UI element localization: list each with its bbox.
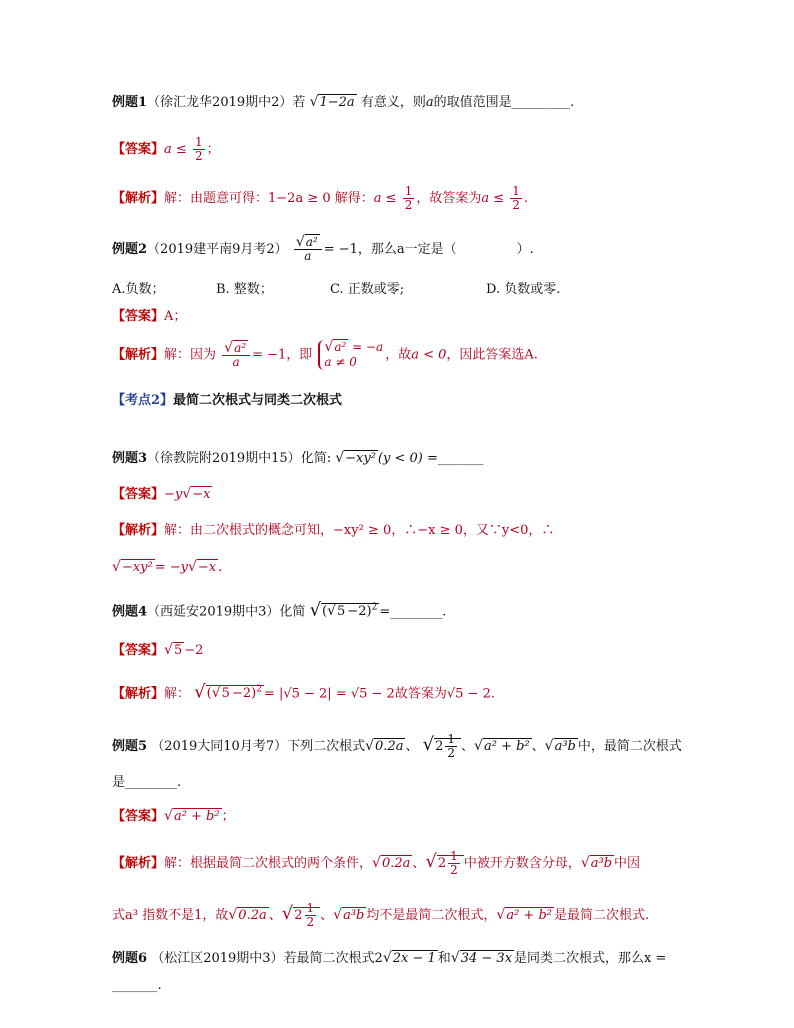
analysis-text: 解：根据最简二次根式的两个条件，: [164, 856, 373, 871]
radicand: a² + b²: [173, 809, 220, 824]
fraction: [222, 339, 250, 369]
question-text: 的取值范围是: [433, 95, 512, 110]
answer-blank: _______.: [112, 978, 162, 993]
equation-system: [318, 340, 383, 370]
sqrt-expression: √−xy²: [112, 559, 153, 575]
example-1-answer: [112, 136, 220, 163]
punctuation: .: [490, 686, 495, 702]
question-text: 若: [292, 95, 306, 110]
choice-b: B. 整数；: [216, 282, 273, 297]
mixed-whole: 2: [435, 739, 444, 754]
question-text: 化简:: [300, 451, 332, 466]
example-source: （徐汇龙华2019期中2）: [147, 95, 293, 110]
section-tag: 【考点2】: [112, 393, 174, 408]
radicand: 34 − 3x: [460, 951, 513, 966]
punctuation: .: [570, 95, 575, 110]
example-label: 例题6: [112, 951, 148, 966]
denominator: 2: [194, 149, 203, 163]
sqrt-expression: √2x − 1: [382, 950, 436, 966]
question-text: 是同类二次根式，那么x =: [514, 951, 667, 966]
example-5-question-line-2: [112, 773, 181, 793]
radicand: a²: [334, 340, 347, 354]
answer-blank: _________: [511, 95, 571, 110]
example-1-question: [112, 92, 574, 113]
example-source: （西延安2019期中3）: [147, 604, 280, 620]
numerator: 1: [512, 184, 520, 198]
system-equation: a ≠ 0: [324, 355, 357, 369]
example-3-analysis-line-2: [112, 557, 222, 578]
section-heading: [112, 391, 342, 411]
example-3-analysis: [112, 521, 554, 541]
question-text: 和: [437, 951, 451, 966]
example-5-analysis: 【解析】解：根据最简二次根式的两个条件，√0.2a 、√2 $\frac{1}{2}$ 中被开方数含分母，√a³b 中因: [112, 849, 641, 877]
analysis-expression: a ≤: [373, 191, 397, 206]
answer-tag: 【答案】: [112, 309, 165, 324]
analysis-text: 中因: [614, 856, 641, 871]
denominator: 2: [512, 198, 520, 212]
analysis-text: 故答案为: [394, 686, 447, 702]
example-5-answer: [112, 806, 235, 827]
radicand: a²: [234, 340, 247, 355]
example-4-analysis: [112, 680, 495, 704]
answer-expression: a ≤: [164, 142, 187, 157]
choice-d: D. 负数或零.: [486, 282, 561, 297]
analysis-tag: 【解析】: [112, 191, 165, 206]
answer-expression: −y: [164, 487, 183, 502]
analysis-text: 解：由二次根式的概念可知，−xy² ≥ 0，∴−x ≥ 0，又∵y<0，∴: [164, 523, 555, 538]
question-text: 有意义，则: [360, 95, 426, 110]
answer-text: A；: [164, 309, 187, 324]
section-title: 最简二次根式与同类二次根式: [173, 393, 343, 408]
example-1-analysis: [112, 185, 528, 212]
choice-a: A.负数；: [112, 282, 165, 297]
radicand: −xy²: [121, 560, 153, 575]
example-2-question: [112, 236, 534, 263]
separator: 、: [405, 739, 419, 754]
answer-tag: 【答案】: [112, 809, 165, 824]
answer-tag: 【答案】: [112, 142, 165, 157]
radicand: 5: [337, 604, 346, 620]
example-label: 例题4: [112, 604, 148, 620]
choice-c: C. 正数或零;: [330, 282, 405, 297]
radicand: 2x − 1: [392, 951, 436, 966]
radicand: 0.2a: [375, 739, 404, 754]
radicand: a³b: [554, 739, 576, 754]
sqrt-expression: √1−2a: [309, 94, 355, 110]
question-text: 是________.: [112, 775, 182, 790]
radicand: −2: [347, 604, 367, 620]
question-text: 化简: [279, 604, 306, 620]
analysis-text: 是最简二次根式.: [553, 908, 650, 923]
analysis-text: ，因此答案选A.: [446, 347, 538, 363]
radicand: a² + b²: [483, 739, 530, 754]
answer-tag: 【答案】: [112, 487, 165, 502]
analysis-tag: 【解析】: [112, 856, 165, 871]
sqrt-expression: √−x: [182, 486, 211, 502]
example-6-question-line-2: [112, 976, 162, 996]
fraction: [294, 236, 322, 263]
answer-blank: _______: [437, 451, 484, 466]
fraction: [193, 136, 205, 163]
answer-expression: −2: [184, 643, 204, 658]
analysis-text: 式a³ 指数不是1，故: [112, 908, 229, 923]
analysis-text: 中被开方数含分母，: [463, 856, 581, 871]
question-text: 中，最简二次根式: [577, 739, 682, 754]
denominator: a: [304, 249, 312, 263]
sqrt-expression: √−xy²: [335, 450, 376, 466]
question-text: =________.: [379, 604, 447, 620]
example-2-answer: [112, 307, 186, 327]
example-source: （2019大同10月考7）: [151, 739, 288, 754]
example-6-question: [112, 948, 666, 969]
example-4-question: [112, 598, 446, 622]
sqrt-expression: √5: [164, 642, 183, 658]
denominator: a: [232, 354, 240, 369]
analysis-text: ，故: [385, 347, 412, 363]
numerator: 1: [194, 135, 203, 149]
fraction: [403, 185, 415, 212]
sqrt-expression: √2 $\frac{1}{2}$: [423, 733, 461, 760]
analysis-tag: 【解析】: [112, 686, 165, 702]
sqrt-expression: √a³b: [544, 738, 576, 754]
answer-tag: 【答案】: [112, 643, 165, 658]
sqrt-expression: √−x: [187, 559, 217, 575]
example-label: 例题1: [112, 95, 148, 110]
analysis-expression: a ≤: [481, 191, 505, 206]
sqrt-expression: √a²: [295, 234, 318, 250]
numerator: 1: [447, 732, 456, 746]
example-label: 例题3: [112, 451, 148, 466]
example-5-question: 例题5 （2019大同10月考7）下列二次根式√0.2a 、 √2 $\frac{1}{2}$ 、√a² + b² 、√a³b 中，最简二次根式: [112, 732, 682, 760]
denominator: 2: [447, 746, 456, 760]
analysis-text: 解：因为: [164, 347, 217, 363]
punctuation: ；: [221, 809, 235, 824]
punctuation: .: [218, 560, 223, 575]
analysis-expression: √5 − 2: [446, 686, 491, 702]
example-label: 例题2: [112, 242, 148, 257]
example-2-choices: [112, 280, 560, 300]
question-text: ）.: [516, 242, 534, 257]
question-text: 下列二次根式: [287, 739, 366, 754]
sqrt-expression: $√(√5 -2)^2$: [309, 599, 378, 621]
sqrt-expression: √a²: [324, 339, 347, 355]
analysis-tag: 【解析】: [112, 523, 165, 538]
radicand: a²: [305, 235, 318, 249]
analysis-text: ，故答案为: [416, 191, 482, 206]
sqrt-expression: √a²: [224, 339, 247, 356]
analysis-text: 均不是最简二次根式，: [366, 908, 497, 923]
denominator: 2: [404, 198, 413, 212]
example-label: 例题5: [112, 739, 148, 754]
radicand: −xy²: [345, 451, 376, 466]
example-2-analysis: [112, 340, 538, 370]
numerator: 1: [404, 184, 413, 198]
condition-text: (y < 0) =: [377, 451, 438, 466]
sqrt-expression: $√(√5 -2)^2$: [194, 681, 262, 703]
sqrt-expression: √34 − 3x: [450, 950, 513, 966]
radicand: 1−2a: [319, 95, 355, 110]
fraction: [510, 185, 522, 212]
sqrt-expression: √a² + b²: [474, 738, 530, 754]
punctuation: .: [523, 191, 529, 206]
example-source: （2019建平南9月考2）: [147, 242, 288, 257]
example-source: （松江区2019期中3）: [151, 951, 284, 966]
question-text: = −1，那么a一定是（: [323, 242, 457, 257]
analysis-text: 解：: [164, 686, 191, 702]
example-5-analysis-line-2: 式a³ 指数不是1，故√0.2a 、√2 $\frac{1}{2}$ 、√a³b 均不是最简二次根式，√a² + b² 是最简二次根式.: [112, 901, 650, 929]
sqrt-expression: √a² + b²: [164, 808, 220, 824]
radicand: 5: [173, 643, 183, 658]
radicand: −x: [192, 487, 211, 502]
analysis-text: 解：由题意可得：1−2a ≥ 0 解得：: [164, 191, 374, 206]
analysis-text: = −1，即: [252, 347, 313, 363]
sqrt-expression: √0.2a: [365, 738, 404, 754]
analysis-expression: a < 0: [411, 347, 447, 363]
example-3-question: [112, 448, 483, 469]
analysis-expression: = |√5 − 2| = √5 − 2: [263, 686, 395, 702]
analysis-expression: = −y: [154, 560, 188, 575]
system-equation: = −a: [352, 340, 384, 354]
radicand: −x: [197, 560, 217, 575]
example-4-answer: [112, 640, 203, 661]
analysis-tag: 【解析】: [112, 347, 165, 363]
punctuation: ；: [206, 142, 220, 157]
example-source: （徐教院附2019期中15）: [147, 451, 301, 466]
example-3-answer: [112, 484, 212, 505]
variable: a: [425, 95, 434, 110]
question-text: 若最简二次根式2: [283, 951, 383, 966]
